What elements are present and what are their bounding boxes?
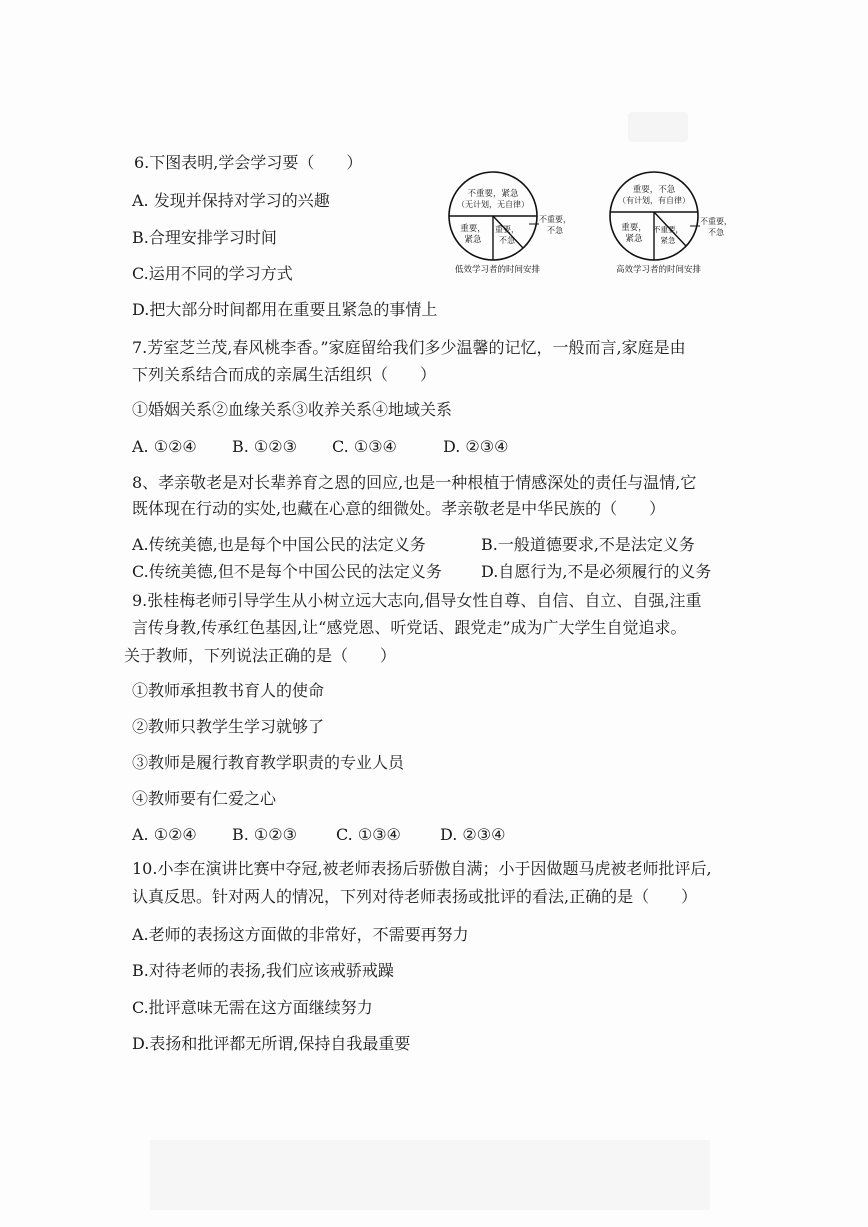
question-6-option-c: C.运用不同的学习方式: [132, 264, 293, 283]
question-9-statement-1: ①教师承担教书育人的使命: [132, 681, 325, 700]
question-6-stem: 6.下图表明,学会学习要（ ）: [134, 153, 363, 172]
question-8-option-d: D.自愿行为,不是必须履行的义务: [481, 562, 712, 581]
question-7-option-b: B. ①②③: [232, 437, 297, 456]
question-6-option-a: A. 发现并保持对学习的兴趣: [132, 191, 330, 210]
pie-label-low-center-1: 重要，: [495, 225, 519, 234]
question-10-stem-line-1: 10.小李在演讲比赛中夺冠,被老师表扬后骄傲自满；小于因做题马虎被老师批评后,: [132, 859, 712, 878]
pie-label-high-center-1: 不重要，: [653, 225, 683, 234]
pie-label-low-center-2: 不急: [499, 236, 515, 245]
pie-figure-high: [606, 168, 736, 275]
question-8-option-c: C.传统美德,但不是每个中国公民的法定义务: [132, 562, 442, 581]
question-9-statement-4: ④教师要有仁爱之心: [132, 789, 277, 808]
question-9-statement-2: ②教师只教学生学习就够了: [132, 717, 325, 736]
pie-label-low-left-2: 紧急: [464, 235, 482, 245]
pie-label-low-right-1: 不重要，: [539, 215, 571, 224]
question-6-option-b: B.合理安排学习时间: [132, 228, 277, 247]
question-9-option-c: C. ①③④: [336, 825, 401, 844]
question-9-stem-line-3: 关于教师，下列说法正确的是（ ）: [124, 646, 397, 665]
scan-shadow: [150, 1140, 710, 1210]
question-8-stem-line-1: 8、孝亲敬老是对长辈养育之恩的回应,也是一种根植于情感深处的责任与温情,它: [132, 473, 697, 492]
question-9-stem-line-1: 9.张桂梅老师引导学生从小树立远大志向,倡导女性自尊、自信、自立、自强,注重: [132, 591, 702, 610]
question-10-option-b: B.对待老师的表扬,我们应该戒骄戒躁: [132, 961, 394, 980]
pie-label-high-center-2: 紧急: [660, 236, 676, 245]
pie-label-high-top-1: 重要，不急: [632, 185, 676, 195]
question-10-option-d: D.表扬和批评都无所谓,保持自我最重要: [132, 1034, 411, 1053]
pie-label-high-left-1: 重要，: [621, 223, 647, 233]
question-9-option-a: A. ①②④: [132, 825, 197, 844]
question-10-stem-line-2: 认真反思。针对两人的情况，下列对待老师表扬或批评的看法,正确的是（ ）: [132, 887, 698, 906]
pie-label-low-left-1: 重要，: [460, 224, 486, 234]
question-9-stem-line-2: 言传身教,传承红色基因,让“感党恩、听党话、跟党走”成为广大学生自觉追求。: [132, 618, 687, 637]
question-6-option-d: D.把大部分时间都用在重要且紧急的事情上: [132, 300, 438, 319]
question-9-option-b: B. ①②③: [232, 825, 297, 844]
pie-label-high-left-2: 紧急: [625, 234, 643, 244]
question-7-stem-line-1: 7.芳室芝兰茂,春风桃李香。”家庭留给我们多少温馨的记忆，一般而言,家庭是由: [132, 338, 686, 357]
pie-label-high-right-1: 不重要，: [700, 217, 732, 226]
pie-label-low-right-2: 不急: [547, 226, 563, 235]
question-7-stem-line-2: 下列关系结合而成的亲属生活组织（ ）: [132, 365, 437, 384]
pie-chart-low: [445, 168, 575, 268]
pie-label-high-top-2: （有计划，有自律）: [618, 196, 690, 205]
question-7-statements: ①婚姻关系②血缘关系③收养关系④地域关系: [132, 400, 453, 419]
pie-figure-low: [445, 168, 575, 275]
question-7-option-c: C. ①③④: [332, 437, 397, 456]
pie-label-high-right-2: 不急: [708, 228, 724, 237]
question-8-option-b: B.一般道德要求,不是法定义务: [481, 535, 695, 554]
question-9-option-d: D. ②③④: [440, 825, 506, 844]
question-8-stem-line-2: 既体现在行动的实处,也藏在心意的细微处。孝亲敬老是中华民族的（ ）: [132, 499, 666, 518]
question-7-option-d: D. ②③④: [443, 437, 509, 456]
pie-label-low-top-1: 不重要，紧急: [467, 189, 519, 199]
question-10-option-c: C.批评意味无需在这方面继续努力: [132, 998, 373, 1017]
question-9-statement-3: ③教师是履行教育教学职责的专业人员: [132, 753, 405, 772]
scan-smudge: [628, 112, 688, 142]
question-8-option-a: A.传统美德,也是每个中国公民的法定义务: [132, 535, 426, 554]
pie-chart-high: [606, 168, 736, 268]
question-10-option-a: A.老师的表扬这方面做的非常好，不需要再努力: [132, 925, 469, 944]
question-7-option-a: A. ①②④: [132, 437, 197, 456]
pie-label-low-top-2: （无计划，无自律）: [457, 200, 529, 209]
pie-caption-low: 低效学习者的时间安排: [455, 265, 541, 275]
pie-caption-high: 高效学习者的时间安排: [616, 265, 702, 275]
